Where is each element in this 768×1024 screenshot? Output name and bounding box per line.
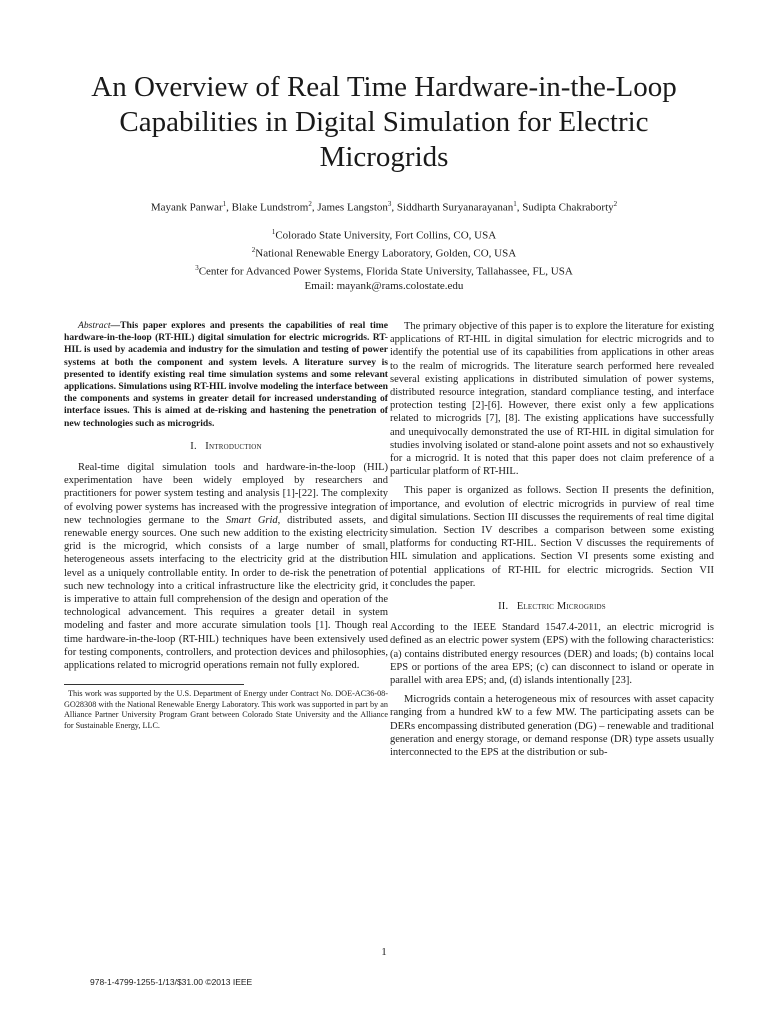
affiliation-line [60, 225, 708, 243]
section-title: Electric Microgrids [516, 601, 606, 613]
section-number: II. [498, 601, 509, 613]
author-list: Mayank Panwar$^1$, Blake Lundstrom$^2$, James Langston$^3$, Siddharth Suryanarayanan$^1$, Sudipta Chakraborty$^2$ [150, 200, 618, 214]
right-column [390, 320, 714, 765]
contact-email: Email: mayank@rams.colostate.edu [304, 280, 464, 293]
paragraph: Microgrids contain a heterogeneous mix of resources with asset capacity ranging from a hundred kW to a few MW. The participating assets can be DERs encompassing distributed generation (DG) – renewable and traditional generation and energy storage, or demand response (DR) type assets usually interconnected to the EPS at the distribution or sub- [390, 694, 714, 759]
author-name: Mayank Panwar [150, 201, 223, 214]
author-name: Siddharth Suryanarayanan [396, 201, 514, 214]
paragraph: The primary objective of this paper is to explore the literature for existing applications of RT-HIL in digital simulation for electric microgrids and to identify the potential use of its capabilities from applications in other areas to the realm of microgrids. The literature search performed here revealed several existing applications in distributed simulation of power systems, distributed resource integration, standard compliance testing, and interface protection testing [2]-[6]. However, there exist only a few applications related to microgrids [7], [8]. The existing applications have successfully and unequivocally demonstrated the use of RT-HIL in digital simulation for studies involving isolated or stand-alone point assets and not so exhaustively for a microgrid. It is noted that this paper does not claim preference of a particular platform of RT-HIL. [390, 321, 714, 478]
page-number: 1 [381, 946, 387, 958]
affiliation-text: Center for Advanced Power Systems, Florida State University, Tallahassee, FL, USA [198, 265, 573, 278]
emphasis-term: Smart Grid [225, 514, 278, 526]
footnote: This work was supported by the U.S. Department of Energy under Contract No. DOE-AC36-08-GO28308 with the National Renewable Energy Laboratory. This work was supported in part by an Alliance Partner University Program Grant between Colorado State University and the Alliance for Sustainable Energy, LLC. [64, 689, 388, 731]
paragraph: According to the IEEE Standard 1547.4-2011, an electric microgrid is defined as an electric power system (EPS) with the following characteristics: (a) contains distributed energy resources (DER) and loads; (b) contains local EPS or portions of the area EPS; (c) can disconnect to island or operate in parallel with area EPS; and, (d) islands intentionally [23]. [390, 622, 714, 687]
author-name: James Langston [317, 201, 388, 214]
affiliation-text: National Renewable Energy Laboratory, Golden, CO, USA [255, 247, 517, 260]
author-affiliation-mark: 1 [222, 200, 227, 208]
section-title: Introduction [205, 440, 262, 452]
affiliation-mark: 3 [195, 264, 199, 273]
author-name: Blake Lundstrom [231, 201, 309, 214]
paragraph: Real-time digital simulation tools and hardware-in-the-loop (HIL) experimentation have been widely employed by researchers and practitioners for power system testing and analysis [1]-[22]. The complexity of evolving power systems has increased with the progressive integration of new technologies germane to the Smart Grid, distributed assets, and renewable energy sources. One such new addition to the existing electricity grid is the microgrid, which consists of a large number of small, heterogeneous assets interfacing to the electricity grid at the distribution level as a uniquely controllable entity. In order to de-risk the penetration of such new technology into a critical infrastructure like the electricity grid, it is imperative to attain full comprehension of the design and operation of the technological advancement. This requires a greater detail in system modeling and faster and more accurate simulation tools [1]. Though real time hardware-in-the-loop (RT-HIL) techniques have been extensively used for testing components, controllers, and protection devices and philosophies, applications related to microgrid operations remain not fully explored. [64, 462, 388, 672]
abstract-body: —This paper explores and presents the capabilities of real time hardware-in-the-loop (RT-HIL) digital simulation for electric microgrids. RT-HIL is used by academia and industry for the simulation and testing of power systems at both the component and system levels. A literature survey is presented to identify existing real time simulation systems and some relevant applications. Simulations using RT-HIL involve modeling the interface between the components and systems in greater detail for increased understanding of interface issues. This is aimed at de-risking and hastening the penetration of new technologies such as microgrids. [64, 320, 388, 429]
section-heading [64, 440, 388, 453]
author-affiliation-mark: 2 [308, 200, 312, 208]
author-name: Sudipta Chakraborty [522, 201, 614, 214]
author-affiliation-mark: 2 [613, 200, 618, 208]
author-affiliation-mark: 3 [387, 200, 392, 208]
affiliation-text: Colorado State University, Fort Collins, CO, USA [275, 229, 497, 242]
affiliations [60, 225, 708, 294]
paragraph: This paper is organized as follows. Section II presents the definition, importance, and evolution of electric microgrids in purview of real time digital simulations. Section III discusses the requirements of real time digital simulation. Section IV describes a comparison between some existing platforms for conducting RT-HIL. Section V discusses the requirements of HIL simulation and applications. Section VI presents some existing and potential applications of RT-HIL for electric microgrids. Section VII concludes the paper. [390, 485, 714, 589]
abstract-label: Abstract [78, 320, 111, 331]
affiliation-line [60, 243, 708, 261]
section-number: I. [190, 440, 197, 452]
copyright-line: 978-1-4799-1255-1/13/$31.00 ©2013 IEEE [90, 977, 253, 987]
section-heading [390, 600, 714, 613]
affiliation-line [60, 261, 708, 279]
affiliation-mark: 2 [251, 246, 256, 255]
paper-title: An Overview of Real Time Hardware-in-the-Loop Capabilities in Digital Simulation for Electric Microgrids [91, 71, 677, 173]
affiliation-mark: 1 [271, 228, 276, 236]
footnote-divider [64, 684, 244, 685]
abstract [64, 320, 388, 430]
author-affiliation-mark: 1 [513, 200, 517, 208]
left-column [64, 320, 388, 732]
